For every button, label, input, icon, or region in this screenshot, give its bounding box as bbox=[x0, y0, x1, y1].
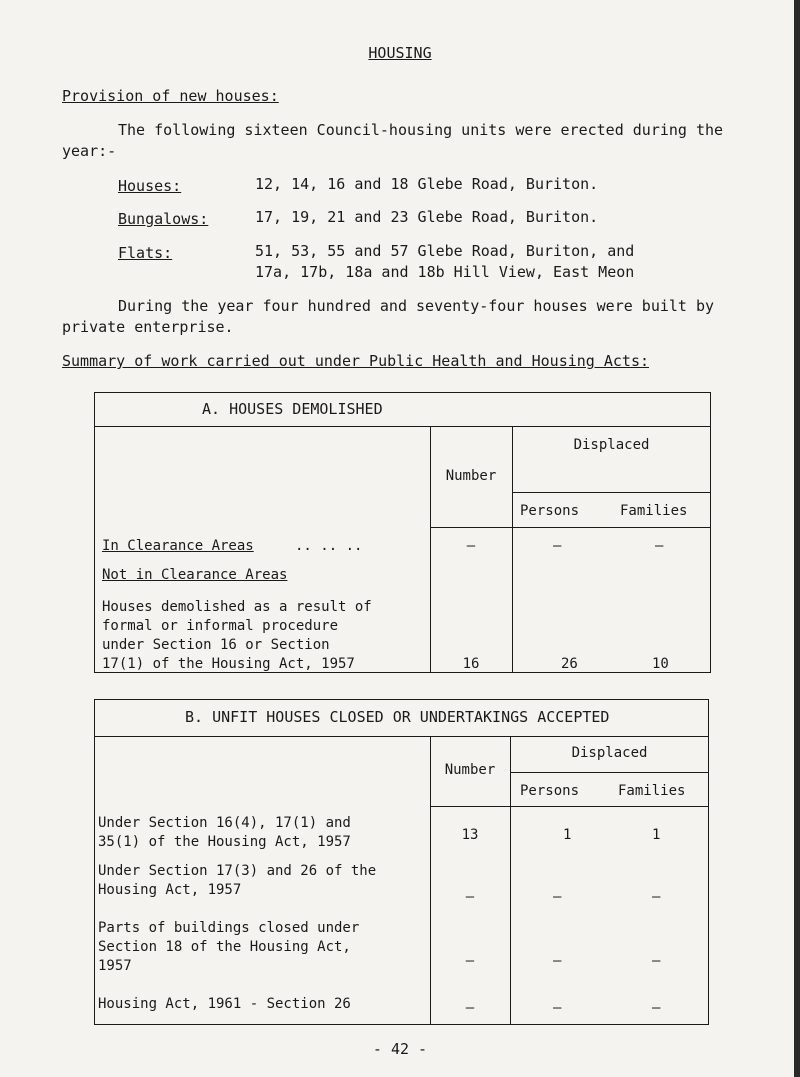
table-a-row3-persons: 26 bbox=[561, 656, 578, 672]
private-line-1: During the year four hundred and seventy-four houses were built by bbox=[118, 297, 715, 315]
table-a-col-number: Number bbox=[445, 468, 497, 484]
table-b-row2-number: – bbox=[465, 889, 475, 905]
scan-edge bbox=[794, 0, 800, 1077]
table-b-row3-persons: – bbox=[553, 953, 562, 969]
houses-text: 12, 14, 16 and 18 Glebe Road, Buriton. bbox=[255, 175, 599, 193]
table-b-row1-families: 1 bbox=[652, 827, 661, 843]
table-a-row1-families: – bbox=[655, 538, 664, 554]
table-b-row1-line2: 35(1) of the Housing Act, 1957 bbox=[98, 834, 351, 850]
table-a-displaced-divider bbox=[512, 492, 711, 493]
table-b-row2-persons: – bbox=[553, 889, 562, 905]
table-b-row2-families: – bbox=[652, 889, 661, 905]
table-a-row1-label: In Clearance Areas bbox=[102, 538, 254, 554]
table-b-col-displaced: Displaced bbox=[571, 745, 648, 761]
houses-label: Houses: bbox=[118, 177, 182, 195]
flats-line-1: 51, 53, 55 and 57 Glebe Road, Buriton, and bbox=[255, 242, 635, 260]
table-a-row1-number: – bbox=[466, 538, 476, 554]
table-b-displaced-divider bbox=[510, 772, 709, 773]
table-a-row2-label: Not in Clearance Areas bbox=[102, 567, 288, 583]
table-a-col-persons: Persons bbox=[520, 503, 580, 519]
table-a-row3-families: 10 bbox=[652, 656, 669, 672]
flats-line-2: 17a, 17b, 18a and 18b Hill View, East Meon bbox=[255, 263, 635, 281]
intro-line-1: The following sixteen Council-housing units were erected during the bbox=[118, 121, 724, 139]
table-b-row3-line1: Parts of buildings closed under bbox=[98, 920, 360, 936]
table-a-row3-line1: Houses demolished as a result of bbox=[102, 599, 372, 615]
table-a-row1-dots: .. .. .. bbox=[295, 538, 363, 554]
intro-line-2: year:- bbox=[62, 142, 117, 160]
private-line-2: private enterprise. bbox=[62, 318, 234, 336]
table-b-row1-persons: 1 bbox=[563, 827, 572, 843]
table-a-row3-line3: under Section 16 or Section bbox=[102, 637, 330, 653]
table-b-row4-persons: – bbox=[553, 1000, 562, 1016]
table-b-row4-number: – bbox=[465, 1000, 475, 1016]
table-b-row3-families: – bbox=[652, 953, 661, 969]
table-a-col-displaced: Displaced bbox=[573, 437, 650, 453]
table-b-row3-line2: Section 18 of the Housing Act, bbox=[98, 939, 351, 955]
table-a-col-families: Families bbox=[620, 503, 688, 519]
provision-heading: Provision of new houses: bbox=[62, 87, 279, 105]
table-b-row2-line2: Housing Act, 1957 bbox=[98, 882, 242, 898]
table-b-row4-line1: Housing Act, 1961 - Section 26 bbox=[98, 996, 351, 1012]
table-b-col-divider-2 bbox=[510, 736, 511, 1025]
table-b-col-families: Families bbox=[618, 783, 686, 799]
table-b-row4-families: – bbox=[652, 1000, 661, 1016]
table-b-row1-line1: Under Section 16(4), 17(1) and bbox=[98, 815, 351, 831]
table-b-col-number: Number bbox=[444, 762, 496, 778]
table-b-header-divider bbox=[430, 806, 709, 807]
table-b-row2-line1: Under Section 17(3) and 26 of the bbox=[98, 863, 377, 879]
bungalows-label: Bungalows: bbox=[118, 210, 209, 228]
table-b-col-persons: Persons bbox=[520, 783, 580, 799]
table-b-title: B. UNFIT HOUSES CLOSED OR UNDERTAKINGS ACCEPTED bbox=[185, 708, 610, 726]
table-a-title: A. HOUSES DEMOLISHED bbox=[202, 400, 383, 418]
table-b-row3-number: – bbox=[465, 953, 475, 969]
flats-label: Flats: bbox=[118, 244, 173, 262]
page-title: HOUSING bbox=[368, 44, 432, 62]
table-a-col-divider-2 bbox=[512, 426, 513, 673]
summary-heading: Summary of work carried out under Public Health and Housing Acts: bbox=[62, 352, 649, 370]
page-number: - 42 - bbox=[372, 1040, 428, 1058]
table-a-row1-persons: – bbox=[553, 538, 562, 554]
table-b-row1-number: 13 bbox=[461, 827, 479, 843]
table-a-row3-line4: 17(1) of the Housing Act, 1957 bbox=[102, 656, 355, 672]
table-b-title-divider bbox=[94, 736, 709, 737]
table-a-row3-number: 16 bbox=[462, 656, 480, 672]
table-a-row3-line2: formal or informal procedure bbox=[102, 618, 339, 634]
table-a-title-divider bbox=[94, 426, 711, 427]
bungalows-text: 17, 19, 21 and 23 Glebe Road, Buriton. bbox=[255, 208, 599, 226]
table-b-row3-line3: 1957 bbox=[98, 958, 132, 974]
table-a-header-divider bbox=[430, 527, 711, 528]
